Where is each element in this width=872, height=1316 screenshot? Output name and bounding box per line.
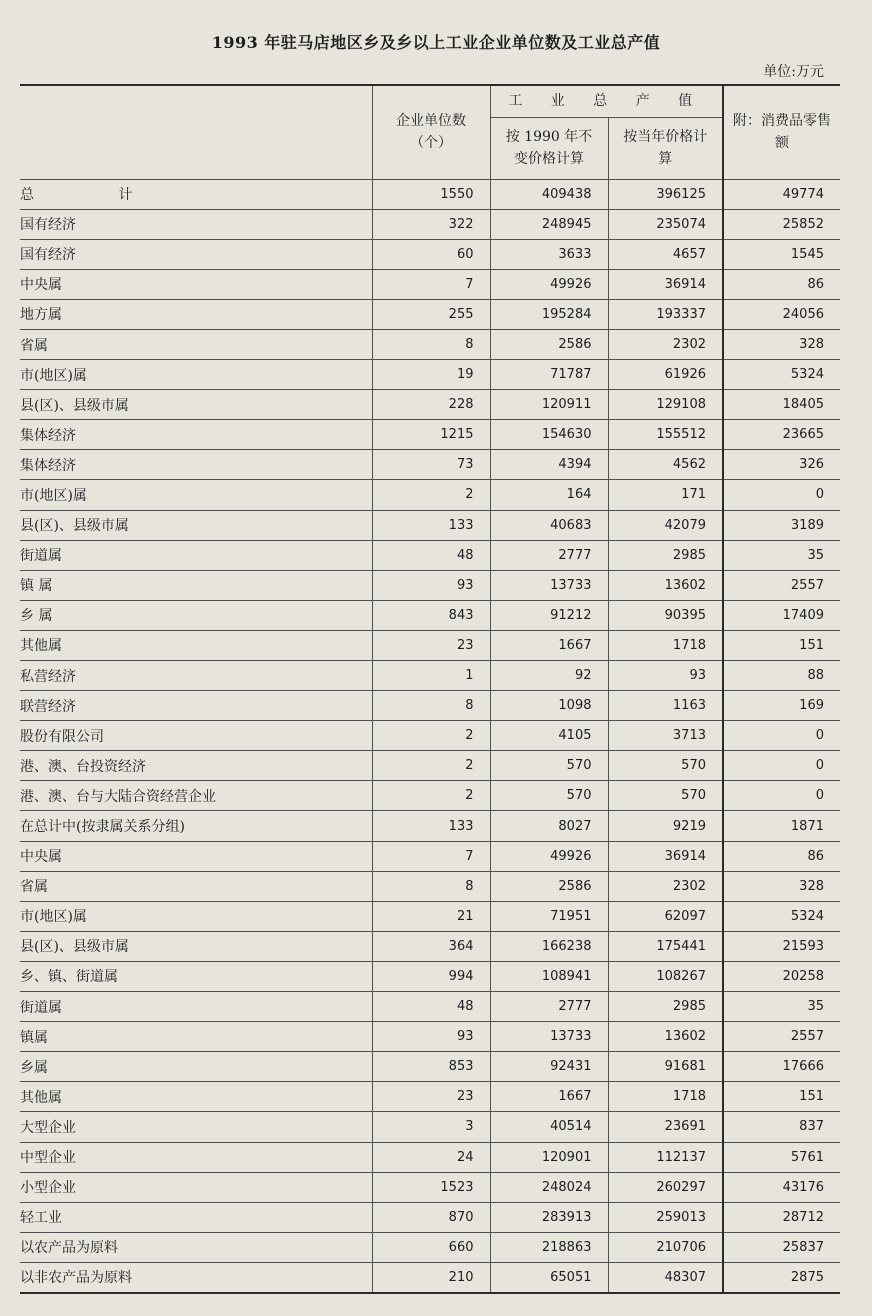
units-cell: 322	[372, 209, 490, 239]
output-current-cell: 90395	[608, 600, 723, 630]
output-1990-cell: 13733	[490, 1022, 608, 1052]
units-cell: 21	[372, 901, 490, 931]
units-cell: 8	[372, 329, 490, 359]
row-label: 乡 属	[20, 600, 372, 630]
row-label: 总 计	[20, 179, 372, 209]
table-row	[20, 600, 840, 630]
units-cell: 843	[372, 600, 490, 630]
output-current-cell: 62097	[608, 901, 723, 931]
retail-sales-cell: 5761	[723, 1142, 840, 1172]
retail-sales-cell: 2557	[723, 570, 840, 600]
table-row	[20, 630, 840, 660]
output-1990-cell: 2777	[490, 540, 608, 570]
output-current-cell: 61926	[608, 360, 723, 390]
output-current-cell: 396125	[608, 179, 723, 209]
retail-sales-cell: 1545	[723, 239, 840, 269]
output-current-cell: 570	[608, 751, 723, 781]
page-title: 1993 年驻马店地区乡及乡以上工业企业单位数及工业总产值	[211, 33, 661, 52]
output-1990-cell: 120911	[490, 390, 608, 420]
output-1990-cell: 409438	[490, 179, 608, 209]
header-gross-output: 工 业 总 产 值	[490, 85, 723, 117]
output-current-cell: 235074	[608, 209, 723, 239]
row-label: 以农产品为原料	[20, 1232, 372, 1262]
output-1990-cell: 120901	[490, 1142, 608, 1172]
output-current-cell: 112137	[608, 1142, 723, 1172]
table-row	[20, 239, 840, 269]
output-1990-cell: 570	[490, 751, 608, 781]
retail-sales-cell: 5324	[723, 360, 840, 390]
output-1990-cell: 4105	[490, 721, 608, 751]
table-row	[20, 360, 840, 390]
table-row	[20, 570, 840, 600]
retail-sales-cell: 5324	[723, 901, 840, 931]
retail-sales-cell: 35	[723, 992, 840, 1022]
retail-sales-cell: 326	[723, 450, 840, 480]
row-label: 市(地区)属	[20, 901, 372, 931]
units-cell: 2	[372, 781, 490, 811]
retail-sales-cell: 17666	[723, 1052, 840, 1082]
retail-sales-cell: 151	[723, 1082, 840, 1112]
units-cell: 24	[372, 1142, 490, 1172]
statistics-table	[20, 84, 840, 1294]
units-cell: 853	[372, 1052, 490, 1082]
output-current-cell: 2985	[608, 540, 723, 570]
retail-sales-cell: 837	[723, 1112, 840, 1142]
output-current-cell: 2985	[608, 992, 723, 1022]
row-label: 国有经济	[20, 209, 372, 239]
row-label: 省属	[20, 871, 372, 901]
output-current-cell: 36914	[608, 269, 723, 299]
retail-sales-cell: 86	[723, 269, 840, 299]
retail-sales-cell: 21593	[723, 931, 840, 961]
output-1990-cell: 49926	[490, 269, 608, 299]
output-1990-cell: 195284	[490, 299, 608, 329]
output-1990-cell: 92431	[490, 1052, 608, 1082]
table-body	[20, 179, 840, 1293]
row-label: 股份有限公司	[20, 721, 372, 751]
output-current-cell: 2302	[608, 329, 723, 359]
output-current-cell: 4562	[608, 450, 723, 480]
units-cell: 48	[372, 540, 490, 570]
output-current-cell: 93	[608, 661, 723, 691]
table-row	[20, 1172, 840, 1202]
units-cell: 133	[372, 811, 490, 841]
units-cell: 364	[372, 931, 490, 961]
output-1990-cell: 8027	[490, 811, 608, 841]
retail-sales-cell: 151	[723, 630, 840, 660]
table-row	[20, 390, 840, 420]
table-row	[20, 811, 840, 841]
output-1990-cell: 2777	[490, 992, 608, 1022]
table-row	[20, 961, 840, 991]
output-1990-cell: 1667	[490, 630, 608, 660]
units-cell: 7	[372, 841, 490, 871]
header-retail-sales: 附：消费品零售额	[723, 85, 840, 179]
output-current-cell: 48307	[608, 1262, 723, 1293]
row-label: 港、澳、台与大陆合资经营企业	[20, 781, 372, 811]
row-label: 在总计中(按隶属关系分组)	[20, 811, 372, 841]
row-label: 乡属	[20, 1052, 372, 1082]
units-cell: 8	[372, 691, 490, 721]
table-row	[20, 691, 840, 721]
output-1990-cell: 1667	[490, 1082, 608, 1112]
row-label: 街道属	[20, 992, 372, 1022]
units-cell: 255	[372, 299, 490, 329]
row-label: 市(地区)属	[20, 480, 372, 510]
header-enterprise-units: 企业单位数（个）	[372, 85, 490, 179]
output-1990-cell: 92	[490, 661, 608, 691]
table-row	[20, 1142, 840, 1172]
output-current-cell: 4657	[608, 239, 723, 269]
row-label: 中央属	[20, 841, 372, 871]
row-label: 港、澳、台投资经济	[20, 751, 372, 781]
output-current-cell: 1718	[608, 630, 723, 660]
table-row	[20, 661, 840, 691]
output-1990-cell: 154630	[490, 420, 608, 450]
units-cell: 48	[372, 992, 490, 1022]
units-cell: 2	[372, 480, 490, 510]
retail-sales-cell: 43176	[723, 1172, 840, 1202]
output-1990-cell: 248024	[490, 1172, 608, 1202]
row-label: 镇属	[20, 1022, 372, 1052]
output-1990-cell: 248945	[490, 209, 608, 239]
units-cell: 1215	[372, 420, 490, 450]
units-cell: 2	[372, 721, 490, 751]
units-cell: 3	[372, 1112, 490, 1142]
retail-sales-cell: 20258	[723, 961, 840, 991]
table-row	[20, 1052, 840, 1082]
units-cell: 73	[372, 450, 490, 480]
units-cell: 2	[372, 751, 490, 781]
table-row	[20, 269, 840, 299]
units-cell: 133	[372, 510, 490, 540]
retail-sales-cell: 0	[723, 721, 840, 751]
output-current-cell: 1718	[608, 1082, 723, 1112]
retail-sales-cell: 328	[723, 871, 840, 901]
output-1990-cell: 1098	[490, 691, 608, 721]
output-current-cell: 175441	[608, 931, 723, 961]
retail-sales-cell: 28712	[723, 1202, 840, 1232]
output-1990-cell: 2586	[490, 329, 608, 359]
output-current-cell: 42079	[608, 510, 723, 540]
table-row	[20, 871, 840, 901]
units-cell: 660	[372, 1232, 490, 1262]
units-cell: 1550	[372, 179, 490, 209]
output-1990-cell: 71951	[490, 901, 608, 931]
output-current-cell: 13602	[608, 570, 723, 600]
output-1990-cell: 166238	[490, 931, 608, 961]
retail-sales-cell: 86	[723, 841, 840, 871]
table-row	[20, 901, 840, 931]
row-label: 镇 属	[20, 570, 372, 600]
output-current-cell: 91681	[608, 1052, 723, 1082]
units-cell: 23	[372, 1082, 490, 1112]
output-current-cell: 36914	[608, 841, 723, 871]
output-1990-cell: 13733	[490, 570, 608, 600]
retail-sales-cell: 17409	[723, 600, 840, 630]
output-1990-cell: 49926	[490, 841, 608, 871]
row-label: 大型企业	[20, 1112, 372, 1142]
output-current-cell: 570	[608, 781, 723, 811]
table-row	[20, 751, 840, 781]
table-row	[20, 1262, 840, 1293]
table-row	[20, 179, 840, 209]
output-current-cell: 3713	[608, 721, 723, 751]
table-row	[20, 841, 840, 871]
row-label: 街道属	[20, 540, 372, 570]
output-current-cell: 260297	[608, 1172, 723, 1202]
output-1990-cell: 164	[490, 480, 608, 510]
retail-sales-cell: 25852	[723, 209, 840, 239]
units-cell: 7	[372, 269, 490, 299]
output-1990-cell: 91212	[490, 600, 608, 630]
row-label: 乡、镇、街道属	[20, 961, 372, 991]
table-row	[20, 1202, 840, 1232]
table-row	[20, 209, 840, 239]
output-current-cell: 9219	[608, 811, 723, 841]
row-label: 县(区)、县级市属	[20, 931, 372, 961]
table-row	[20, 420, 840, 450]
output-current-cell: 171	[608, 480, 723, 510]
retail-sales-cell: 2875	[723, 1262, 840, 1293]
units-cell: 19	[372, 360, 490, 390]
output-current-cell: 13602	[608, 1022, 723, 1052]
table-row	[20, 781, 840, 811]
header-current-price: 按当年价格计 算	[608, 117, 723, 179]
header-label-column	[20, 85, 372, 179]
output-1990-cell: 218863	[490, 1232, 608, 1262]
retail-sales-cell: 25837	[723, 1232, 840, 1262]
retail-sales-cell: 0	[723, 480, 840, 510]
table-row	[20, 1232, 840, 1262]
output-1990-cell: 4394	[490, 450, 608, 480]
retail-sales-cell: 2557	[723, 1022, 840, 1052]
output-current-cell: 155512	[608, 420, 723, 450]
row-label: 轻工业	[20, 1202, 372, 1232]
unit-note: 单位:万元	[763, 64, 824, 80]
row-label: 其他属	[20, 630, 372, 660]
retail-sales-cell: 169	[723, 691, 840, 721]
header-1990-constant-price: 按 1990 年不变价格计算	[490, 117, 608, 179]
output-current-cell: 108267	[608, 961, 723, 991]
row-label: 中型企业	[20, 1142, 372, 1172]
retail-sales-cell: 24056	[723, 299, 840, 329]
output-current-cell: 193337	[608, 299, 723, 329]
retail-sales-cell: 328	[723, 329, 840, 359]
units-cell: 1	[372, 661, 490, 691]
output-1990-cell: 570	[490, 781, 608, 811]
output-1990-cell: 40514	[490, 1112, 608, 1142]
row-label: 国有经济	[20, 239, 372, 269]
retail-sales-cell: 18405	[723, 390, 840, 420]
row-label: 联营经济	[20, 691, 372, 721]
retail-sales-cell: 88	[723, 661, 840, 691]
table-row	[20, 1022, 840, 1052]
row-label: 地方属	[20, 299, 372, 329]
output-1990-cell: 283913	[490, 1202, 608, 1232]
units-cell: 994	[372, 961, 490, 991]
row-label: 中央属	[20, 269, 372, 299]
units-cell: 210	[372, 1262, 490, 1293]
row-label: 集体经济	[20, 450, 372, 480]
row-label: 其他属	[20, 1082, 372, 1112]
retail-sales-cell: 3189	[723, 510, 840, 540]
table-row	[20, 1082, 840, 1112]
units-cell: 60	[372, 239, 490, 269]
retail-sales-cell: 0	[723, 751, 840, 781]
units-cell: 228	[372, 390, 490, 420]
output-1990-cell: 3633	[490, 239, 608, 269]
row-label: 私营经济	[20, 661, 372, 691]
units-cell: 23	[372, 630, 490, 660]
table-row	[20, 480, 840, 510]
retail-sales-cell: 35	[723, 540, 840, 570]
output-current-cell: 23691	[608, 1112, 723, 1142]
units-cell: 8	[372, 871, 490, 901]
output-1990-cell: 65051	[490, 1262, 608, 1293]
table-row	[20, 540, 840, 570]
table-row	[20, 299, 840, 329]
units-cell: 1523	[372, 1172, 490, 1202]
output-1990-cell: 2586	[490, 871, 608, 901]
output-current-cell: 129108	[608, 390, 723, 420]
row-label: 县(区)、县级市属	[20, 390, 372, 420]
retail-sales-cell: 49774	[723, 179, 840, 209]
row-label: 县(区)、县级市属	[20, 510, 372, 540]
table-row	[20, 329, 840, 359]
row-label: 以非农产品为原料	[20, 1262, 372, 1293]
table-row	[20, 721, 840, 751]
row-label: 集体经济	[20, 420, 372, 450]
units-cell: 93	[372, 1022, 490, 1052]
table-row	[20, 510, 840, 540]
units-cell: 93	[372, 570, 490, 600]
output-current-cell: 1163	[608, 691, 723, 721]
row-label: 市(地区)属	[20, 360, 372, 390]
row-label: 小型企业	[20, 1172, 372, 1202]
table-row	[20, 1112, 840, 1142]
retail-sales-cell: 0	[723, 781, 840, 811]
output-1990-cell: 40683	[490, 510, 608, 540]
output-current-cell: 2302	[608, 871, 723, 901]
output-current-cell: 259013	[608, 1202, 723, 1232]
retail-sales-cell: 23665	[723, 420, 840, 450]
output-current-cell: 210706	[608, 1232, 723, 1262]
units-cell: 870	[372, 1202, 490, 1232]
table-row	[20, 931, 840, 961]
table-row	[20, 450, 840, 480]
table-row	[20, 992, 840, 1022]
output-1990-cell: 108941	[490, 961, 608, 991]
output-1990-cell: 71787	[490, 360, 608, 390]
retail-sales-cell: 1871	[723, 811, 840, 841]
row-label: 省属	[20, 329, 372, 359]
